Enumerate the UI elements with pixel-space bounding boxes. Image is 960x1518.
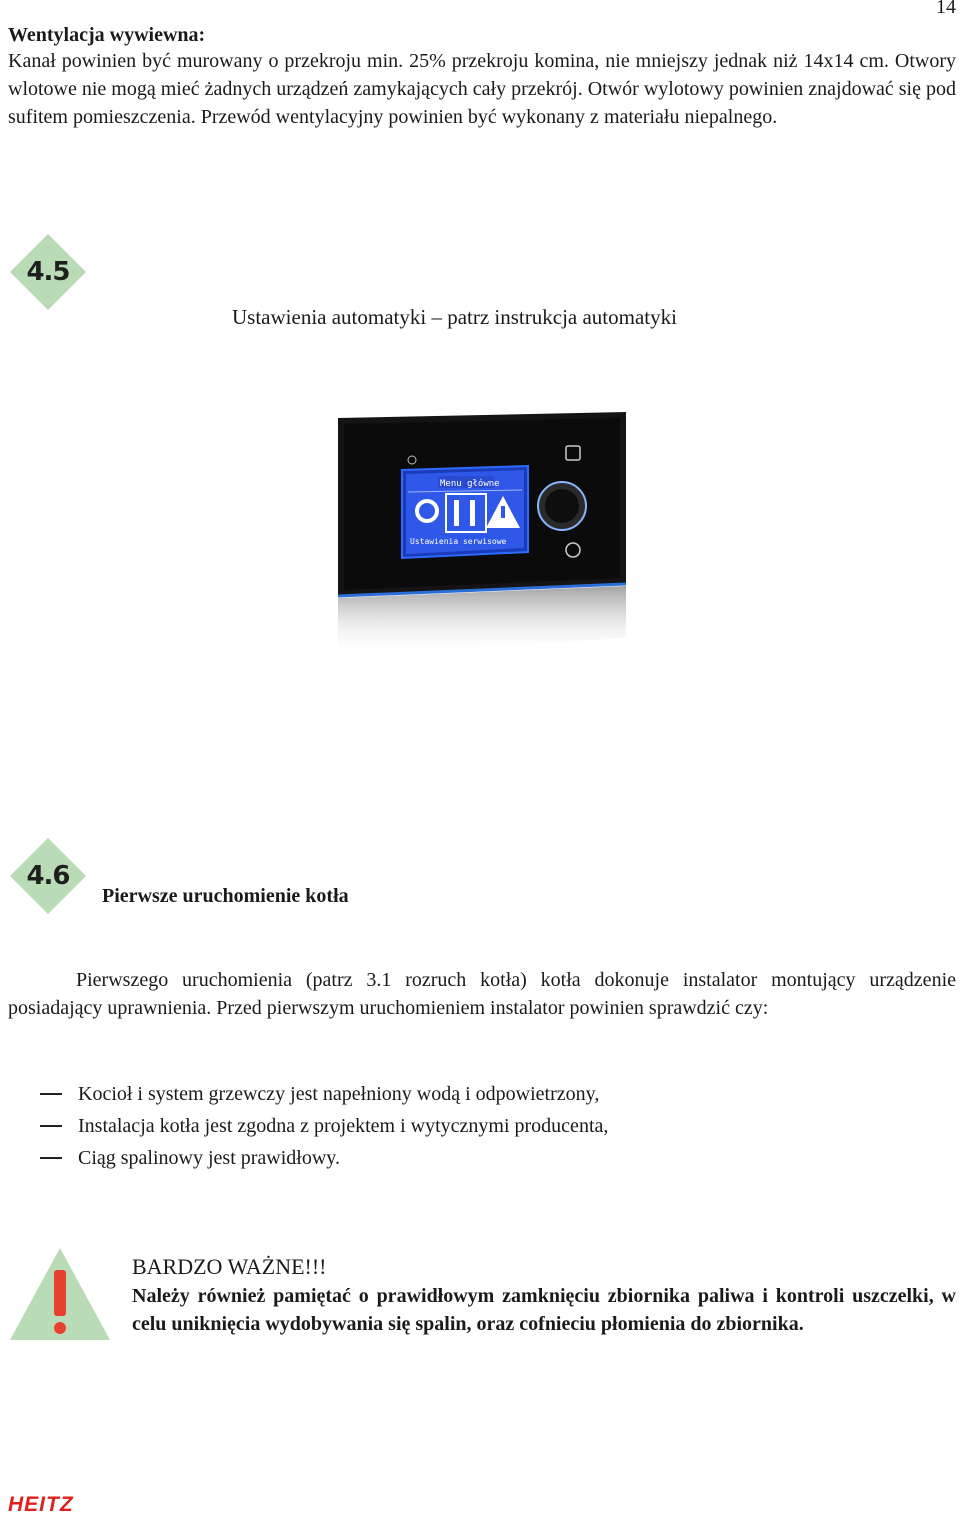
notice-text: Należy również pamiętać o prawidłowym zamknięciu zbiornika paliwa i kontroli uszczelki, w celu uniknięcia wydobywania się spalin, oraz cofnieciu płomienia do zbiornika. <box>132 1285 956 1335</box>
dash-bullet <box>40 1125 62 1127</box>
ventilation-title: Wentylacja wywiewna: <box>8 24 206 46</box>
list-item-text: Instalacja kotła jest zgodna z projektem i wytycznymi producenta, <box>78 1115 609 1137</box>
ventilation-text: Kanał powinien być murowany o przekroju min. 25% przekroju komina, nie mniejszy jednak niż 14x14 cm. Otwory wlotowe nie mogą mieć żadnych urządzeń zamykających cały przekrój. Otwór wylotowy powinien znajdować się pod sufitem pomieszczenia. Przewód wentylacyjny powinien być wykonany z materiału niepalnego. <box>8 50 956 128</box>
list-item <box>40 1078 608 1110</box>
ventilation-section <box>8 24 956 131</box>
dash-bullet <box>40 1093 62 1095</box>
checklist <box>40 1078 608 1174</box>
list-item-text: Ciąg spalinowy jest prawidłowy. <box>78 1147 341 1169</box>
list-item <box>40 1110 608 1142</box>
warning-exclamation-icon <box>8 1246 112 1342</box>
screen-menu-title: Menu główne <box>440 479 500 489</box>
notice-title: BARDZO WAŻNE!!! <box>132 1254 327 1279</box>
section-45-badge <box>8 232 88 312</box>
page-number: 14 <box>936 0 956 18</box>
dash-bullet <box>40 1157 62 1159</box>
section-46-title: Pierwsze uruchomienie kotła <box>102 885 349 907</box>
section-46-intro: Pierwszego uruchomienia (patrz 3.1 rozruch kotła) kotła dokonuje instalator montujący urządzenie posiadający uprawnienia. Przed pierwszym uruchomieniem instalator powinien sprawdzić czy: <box>8 969 956 1019</box>
heitz-logo: HEITZ <box>8 1493 74 1516</box>
section-46-number: 4.6 <box>26 861 70 891</box>
controller-image <box>330 408 630 658</box>
section-46-badge <box>8 836 88 916</box>
list-item <box>40 1142 608 1174</box>
section-45-number: 4.5 <box>26 257 70 287</box>
notice-block <box>132 1254 956 1338</box>
list-item-text: Kocioł i system grzewczy jest napełniony wodą i odpowietrzony, <box>78 1083 600 1105</box>
section-45-title: Ustawienia automatyki – patrz instrukcja automatyki <box>232 305 677 329</box>
screen-menu-footer: Ustawienia serwisowe <box>410 537 507 546</box>
